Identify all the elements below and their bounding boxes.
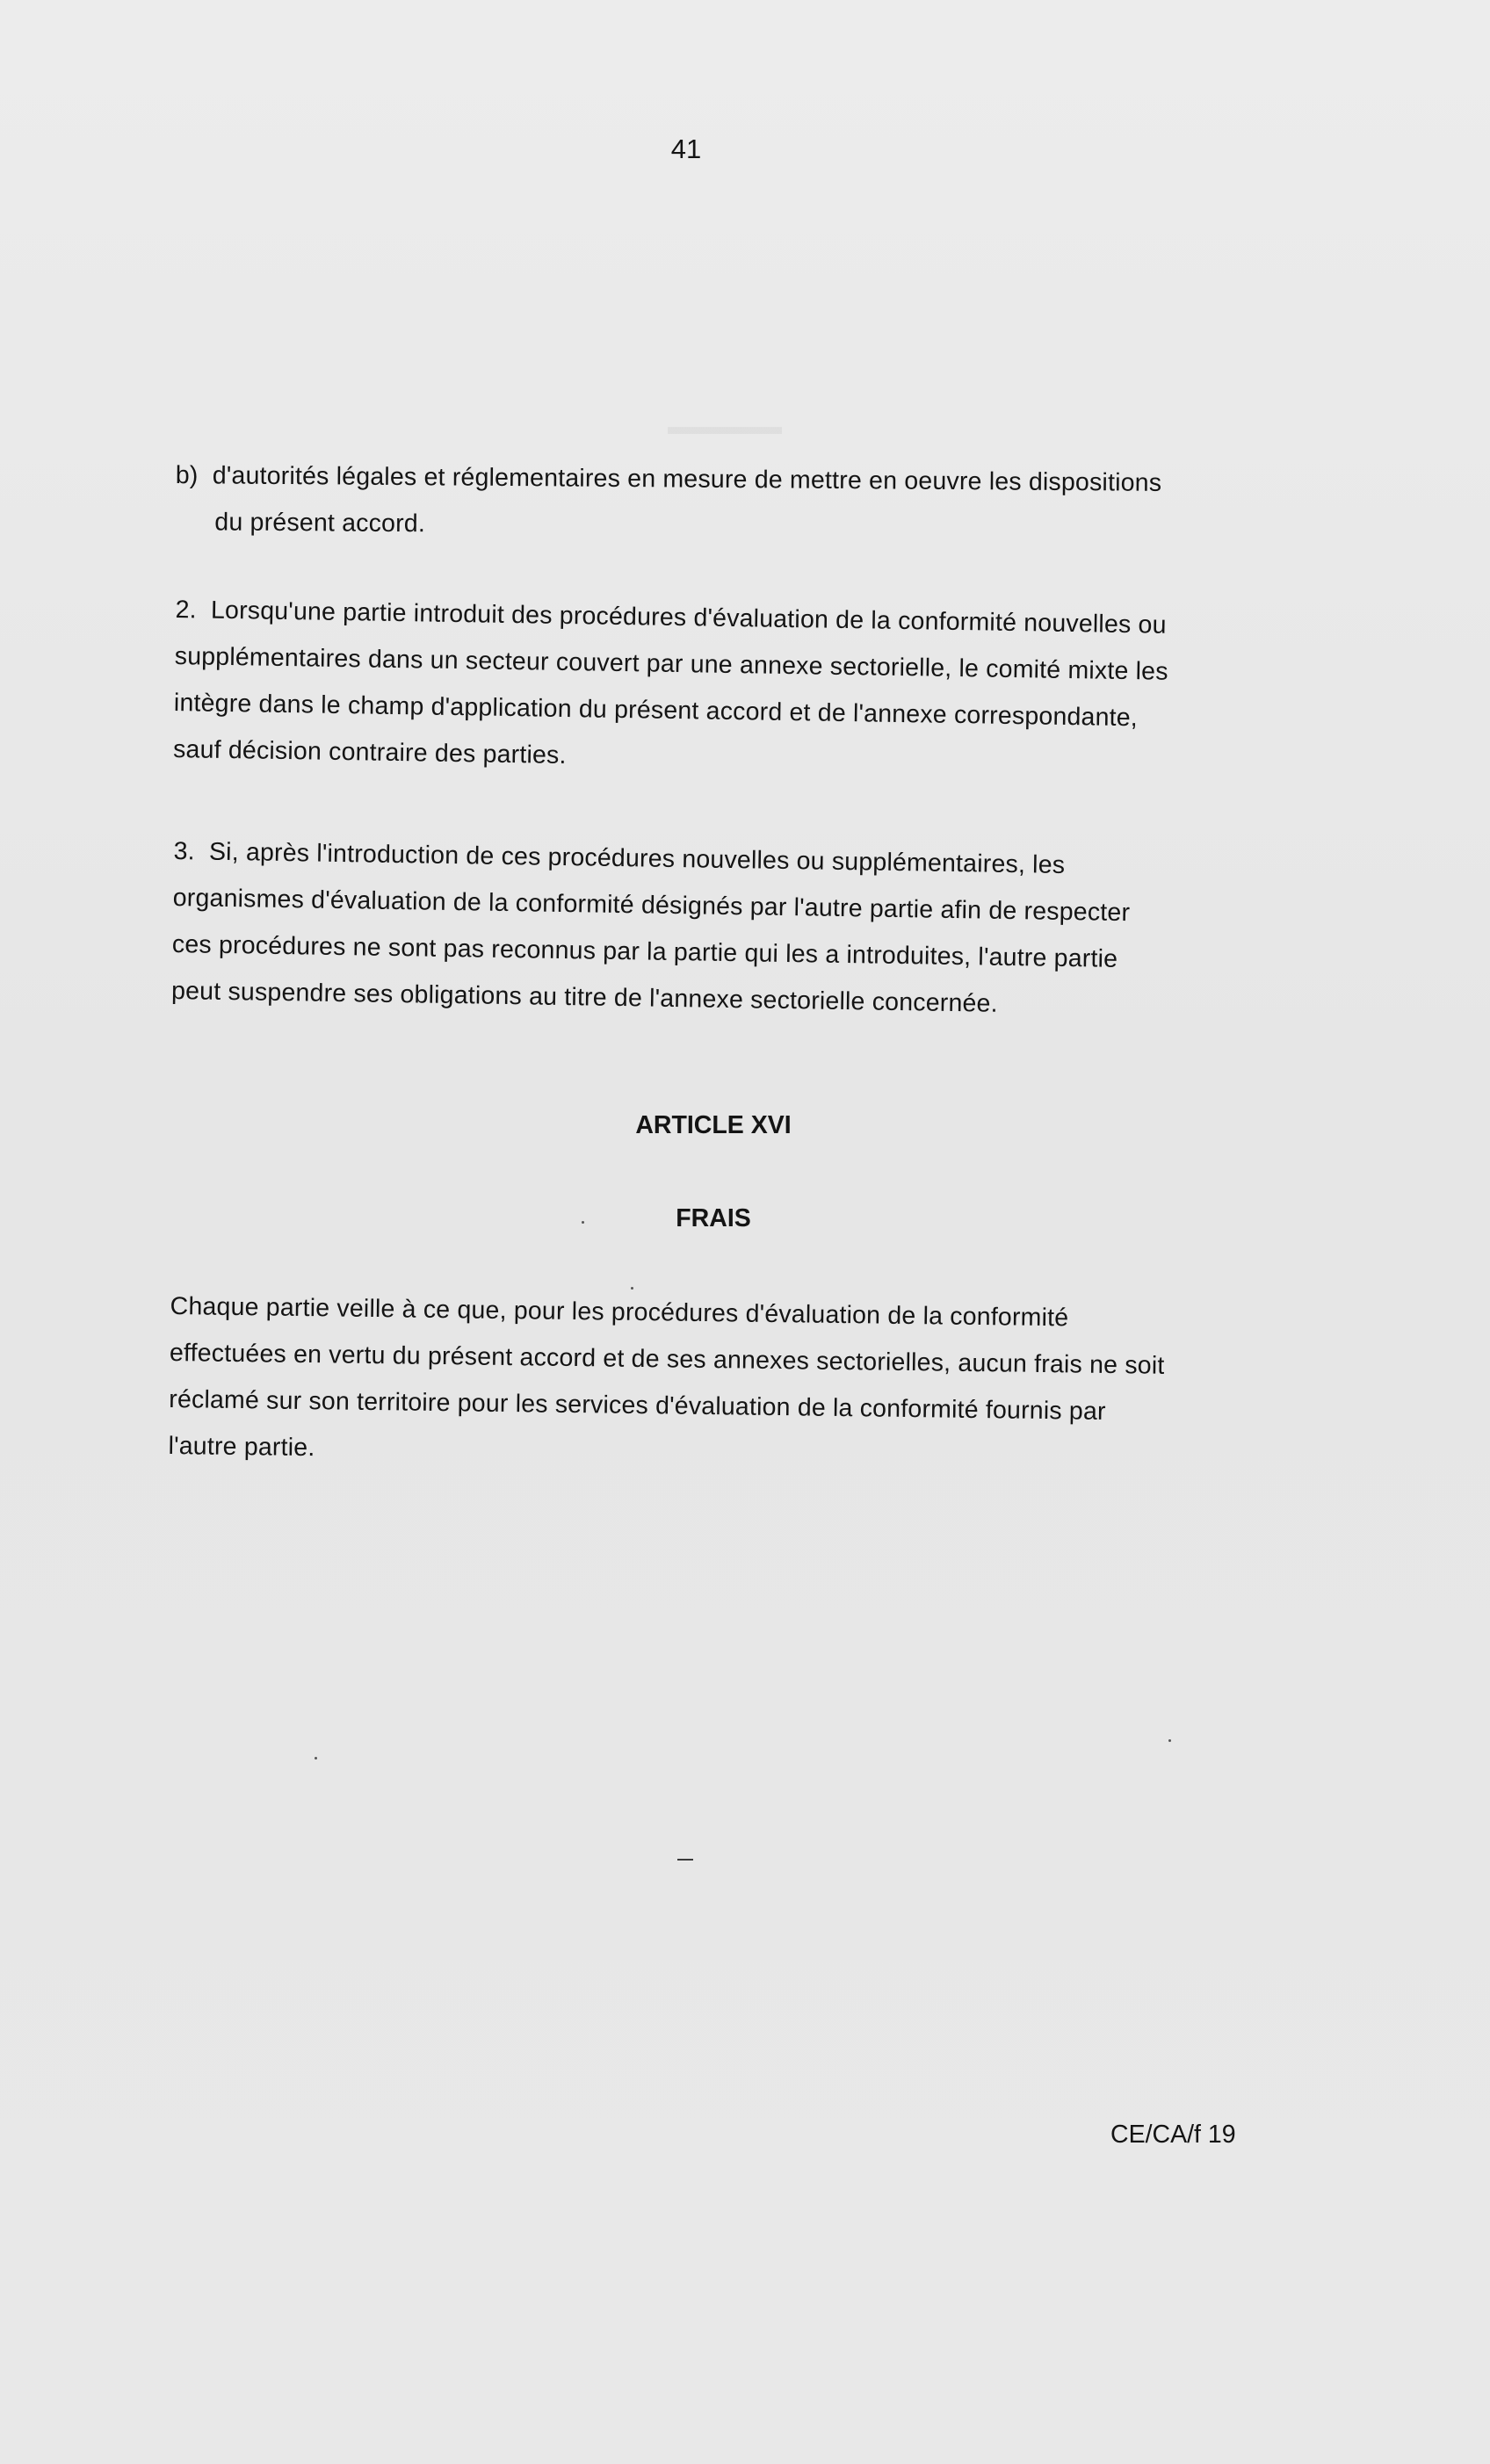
paragraph-line: intègre dans le champ d'application du présent accord et de l'annexe correspondante,	[173, 688, 1139, 733]
paragraph-line: 3. Si, après l'introduction de ces procédures nouvelles ou supplémentaires, les	[173, 836, 1066, 879]
page-number: 41	[670, 134, 702, 164]
paragraph-item-b	[175, 452, 1161, 553]
paragraph-line: organismes d'évaluation de la conformité désignés par l'autre partie afin de respecter	[172, 883, 1131, 928]
speck-mark	[631, 1287, 633, 1290]
paragraph-item-2	[173, 587, 1169, 789]
paragraph-line: 2. Lorsqu'une partie introduit des procédures d'évaluation de la conformité nouvelles ou	[175, 595, 1167, 639]
show-through-texture	[668, 413, 782, 440]
paragraph-line: effectuées en vertu du présent accord et de ses annexes sectorielles, aucun frais ne soit	[169, 1338, 1165, 1380]
speck-mark	[1168, 1739, 1171, 1742]
section-heading: FRAIS	[676, 1204, 751, 1232]
paragraph-line: Chaque partie veille à ce que, pour les procédures d'évaluation de la conformité	[170, 1291, 1069, 1333]
paragraph-line: réclamé sur son territoire pour les services d'évaluation de la conformité fournis par	[169, 1384, 1106, 1426]
paragraph-line: du présent accord.	[214, 508, 426, 538]
paragraph-item-3	[171, 828, 1132, 1030]
paragraph-frais	[168, 1283, 1165, 1483]
paragraph-line: ces procédures ne sont pas reconnus par la partie qui les a introduites, l'autre partie	[171, 929, 1118, 973]
speck-mark	[315, 1757, 317, 1759]
speck-mark	[582, 1221, 584, 1224]
dash-mark	[677, 1859, 693, 1861]
paragraph-line: sauf décision contraire des parties.	[172, 734, 567, 770]
paragraph-line: supplémentaires dans un secteur couvert par une annexe sectorielle, le comité mixte les	[174, 641, 1168, 686]
paragraph-line: b) d'autorités légales et réglementaires en mesure de mettre en oeuvre les dispositions	[175, 460, 1162, 497]
paragraph-line: l'autre partie.	[168, 1431, 315, 1463]
document-reference: CE/CA/f 19	[1110, 2121, 1236, 2149]
paragraph-line: peut suspendre ses obligations au titre de l'annexe sectorielle concernée.	[170, 976, 998, 1018]
article-heading: ARTICLE XVI	[635, 1111, 792, 1139]
